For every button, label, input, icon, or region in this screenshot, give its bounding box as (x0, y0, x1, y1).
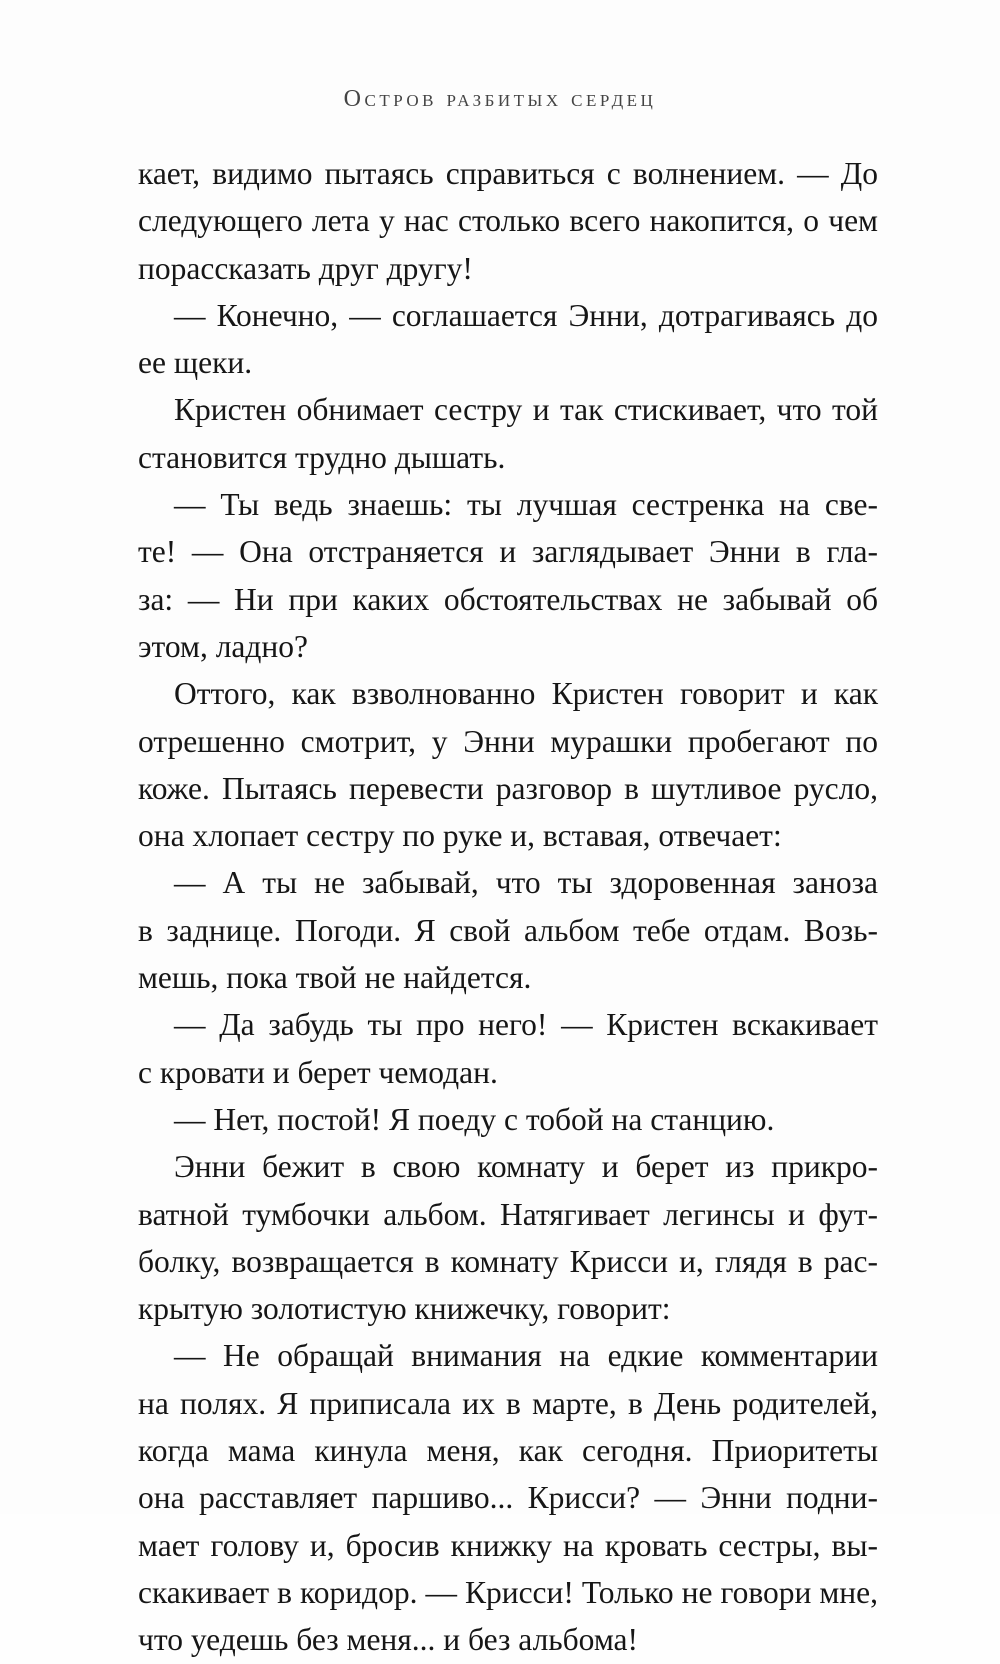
text-line: она хлопает сестру по руке и, вставая, отвечает: (138, 818, 782, 854)
text-line: — Да забудь ты про него! — Кристен вскакивает (174, 1007, 878, 1043)
body-text (138, 150, 878, 1664)
text-line: коже. Пытаясь перевести разговор в шутливое русло, (138, 770, 878, 806)
text-line: ватной тумбочки альбом. Натягивает легинсы и фут- (138, 1196, 878, 1232)
text-line: за: — Ни при каких обстоятельствах не забывай об (138, 581, 878, 617)
text-line: скакивает в коридор. — Крисси! Только не говори мне, (138, 1574, 878, 1610)
text-line: мает голову и, бросив книжку на кровать сестры, вы- (138, 1527, 878, 1563)
text-line: — А ты не забывай, что ты здоровенная заноза (174, 865, 878, 901)
text-line: кает, видимо пытаясь справиться с волнением. — До (138, 156, 878, 191)
text-line: отрешенно смотрит, у Энни мурашки пробегают по (138, 723, 878, 759)
text-line: — Конечно, — соглашается Энни, дотрагиваясь до (174, 297, 878, 333)
text-line: порассказать друг другу! (138, 250, 473, 286)
text-line: — Не обращай внимания на едкие комментарии (174, 1338, 878, 1374)
text-line: Оттого, как взволнованно Кристен говорит и как (174, 676, 878, 712)
text-line: мешь, пока твой не найдется. (138, 960, 532, 996)
text-line: ее щеки. (138, 345, 253, 381)
text-line: она расставляет паршиво... Крисси? — Энни подни- (138, 1480, 878, 1516)
text-line: этом, ладно? (138, 628, 309, 664)
text-line: те! — Она отстраняется и заглядывает Энни в гла- (138, 534, 878, 570)
text-line: крытую золотистую книжечку, говорит: (138, 1291, 671, 1327)
text-line: Энни бежит в свою комнату и берет из прикро- (174, 1149, 878, 1185)
text-line: на полях. Я приписала их в марте, в День родителей, (138, 1385, 878, 1421)
text-line: Кристен обнимает сестру и так стискивает, что той (174, 392, 878, 428)
text-line: с кровати и берет чемодан. (138, 1054, 498, 1090)
text-line: — Ты ведь знаешь: ты лучшая сестренка на све- (174, 487, 878, 523)
text-line: — Нет, постой! Я поеду с тобой на станцию. (174, 1101, 775, 1137)
text-line: что уедешь без меня... и без альбома! (138, 1622, 639, 1658)
text-line: следующего лета у нас столько всего накопится, о чем (138, 203, 878, 239)
running-head-title: Остров разбитых сердец (343, 86, 657, 112)
text-line: становится трудно дышать. (138, 439, 506, 475)
text-line: болку, возвращается в комнату Крисси и, глядя в рас- (138, 1243, 878, 1279)
text-line: когда мама кинула меня, как сегодня. Приоритеты (138, 1433, 878, 1469)
text-line: в заднице. Погоди. Я свой альбом тебе отдам. Возь- (138, 912, 878, 948)
